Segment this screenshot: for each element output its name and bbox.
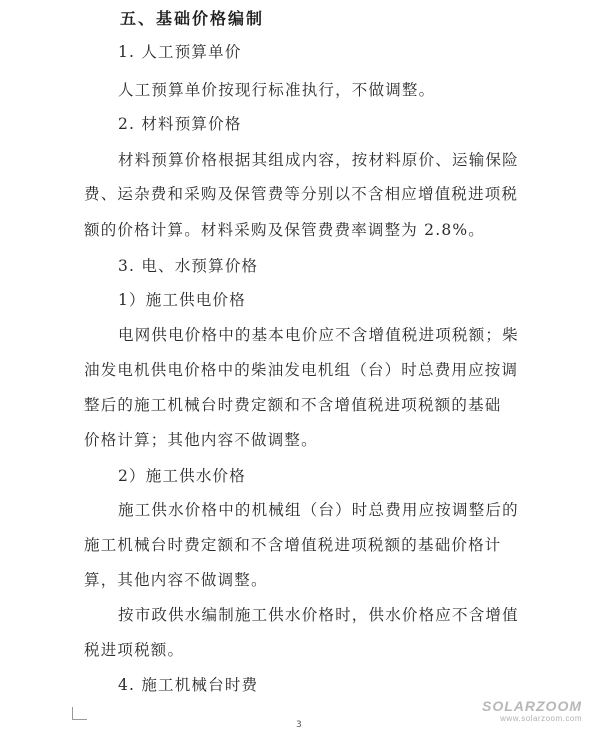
paragraph-line: 价格计算；其他内容不做调整。 xyxy=(84,431,318,449)
subsection-title: 2）施工供水价格 xyxy=(118,467,246,485)
subsection-title: 4. 施工机械台时费 xyxy=(118,676,259,694)
subsection-title: 2. 材料预算价格 xyxy=(118,115,242,133)
watermark xyxy=(482,698,582,723)
page-corner-mark xyxy=(72,707,87,720)
paragraph-line: 整后的施工机械台时费定额和不含增值税进项税额的基础 xyxy=(84,396,502,414)
subsection-title: 3. 电、水预算价格 xyxy=(118,257,259,275)
paragraph-line: 施工供水价格中的机械组（台）时总费用应按调整后的 xyxy=(118,501,519,519)
paragraph-line: 费、运杂费和采购及保管费等分别以不含相应增值税进项税 xyxy=(84,185,519,203)
watermark-url: www.solarzoom.com xyxy=(500,714,582,723)
subsection-title: 1）施工供电价格 xyxy=(118,291,246,309)
paragraph-line: 电网供电价格中的基本电价应不含增值税进项税额；柴 xyxy=(118,326,519,344)
watermark-logo: SOLARZOOM xyxy=(482,698,582,714)
paragraph-line: 材料预算价格根据其组成内容，按材料原价、运输保险 xyxy=(118,151,519,169)
section-heading: 五、基础价格编制 xyxy=(120,9,265,28)
subsection-title: 1. 人工预算单价 xyxy=(118,43,242,61)
paragraph-line: 算，其他内容不做调整。 xyxy=(84,571,268,589)
paragraph-line: 施工机械台时费定额和不含增值税进项税额的基础价格计 xyxy=(84,536,502,554)
paragraph-line: 按市政供水编制施工供水价格时，供水价格应不含增值 xyxy=(118,606,519,624)
page-number: 3 xyxy=(296,720,302,730)
paragraph-line: 税进项税额。 xyxy=(84,641,185,659)
paragraph-line: 人工预算单价按现行标准执行，不做调整。 xyxy=(118,81,436,99)
paragraph-line: 油发电机供电价格中的柴油发电机组（台）时总费用应按调 xyxy=(84,361,519,379)
paragraph-line: 额的价格计算。材料采购及保管费费率调整为 2.8%。 xyxy=(84,221,486,239)
